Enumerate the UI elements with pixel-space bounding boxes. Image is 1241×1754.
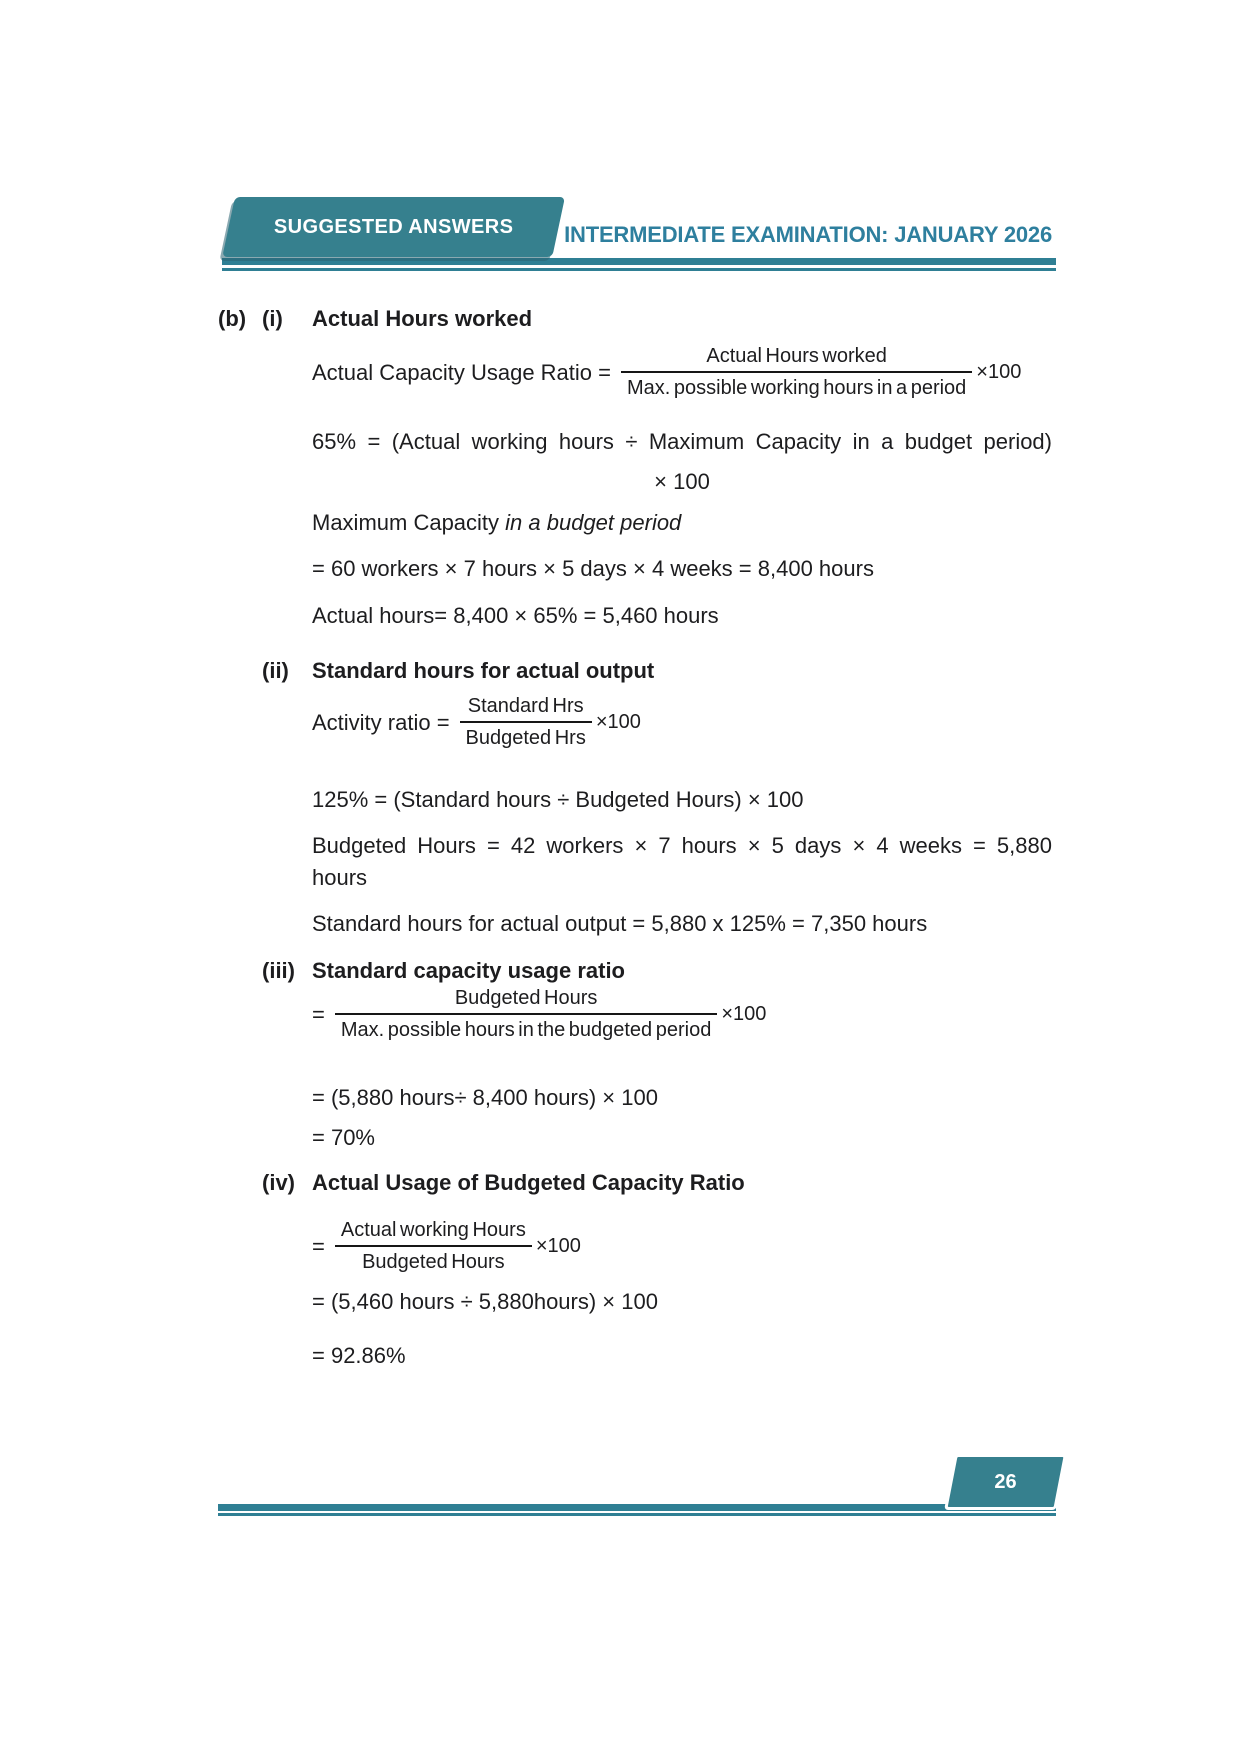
section1-heading-row xyxy=(218,306,532,332)
line-budgeted-hours-2: hours xyxy=(312,865,368,890)
header-rule-thick xyxy=(222,258,1056,265)
line-125-percent: 125% = (Standard hours ÷ Budgeted Hours) × 100 xyxy=(312,787,804,812)
fraction-denominator: Max. possible hours in the budgeted period xyxy=(335,1013,717,1043)
line-actual-hours: Actual hours= 8,400 × 65% = 5,460 hours xyxy=(312,603,719,628)
header-banner-label: SUGGESTED ANSWERS xyxy=(273,215,514,238)
formula-multiplier: ×100 xyxy=(535,1235,581,1257)
fraction xyxy=(460,694,592,751)
fraction xyxy=(621,344,972,401)
fraction-numerator: Actual working Hours xyxy=(340,1219,526,1241)
fraction-numerator: Standard Hrs xyxy=(467,695,584,717)
section1-heading: Actual Hours worked xyxy=(312,306,533,331)
line-section4-calc: = (5,460 hours ÷ 5,880hours) × 100 xyxy=(312,1289,658,1314)
section4-heading-row xyxy=(262,1170,745,1196)
line-section4-result: = 92.86% xyxy=(312,1343,406,1368)
line-65-continuation: × 100 xyxy=(654,469,710,494)
section2-number: (ii) xyxy=(262,658,289,683)
page-number-badge xyxy=(944,1454,1067,1510)
fraction-denominator: Budgeted Hours xyxy=(335,1245,532,1275)
line-budgeted-hours-1: Budgeted Hours = 42 workers × 7 hours × 5 days × 4 weeks = 5,880 xyxy=(312,833,1052,858)
section3-formula xyxy=(312,986,766,1043)
section2-heading-row xyxy=(262,658,654,684)
fraction-numerator: Budgeted Hours xyxy=(454,987,598,1009)
formula-multiplier: ×100 xyxy=(721,1003,767,1025)
section1-formula xyxy=(312,344,1021,401)
line-65-percent: 65% = (Actual working hours ÷ Maximum Capacity in a budget period) xyxy=(312,429,1052,454)
section4-formula xyxy=(312,1218,581,1275)
formula-multiplier: ×100 xyxy=(976,361,1022,383)
fraction xyxy=(335,986,717,1043)
part-label: (b) xyxy=(218,306,247,331)
footer-rule-thick xyxy=(218,1504,1056,1511)
header-banner xyxy=(222,197,565,257)
fraction-denominator: Max. possible working hours in a period xyxy=(621,371,972,401)
page-number: 26 xyxy=(994,1470,1017,1493)
section2-heading: Standard hours for actual output xyxy=(312,658,655,683)
section2-formula xyxy=(312,694,641,751)
section4-heading: Actual Usage of Budgeted Capacity Ratio xyxy=(312,1170,745,1195)
section3-number: (iii) xyxy=(262,958,295,983)
header-rule-thin xyxy=(222,268,1056,271)
formula-lhs: Activity ratio = xyxy=(312,709,450,735)
line-max-capacity-calc: = 60 workers × 7 hours × 5 days × 4 weeks = 8,400 hours xyxy=(312,556,874,581)
page-title: INTERMEDIATE EXAMINATION: JANUARY 2026 xyxy=(564,222,1052,247)
formula-lhs: = xyxy=(312,1001,325,1027)
max-capacity-italic: in a budget period xyxy=(505,510,682,535)
line-section3-result: = 70% xyxy=(312,1125,375,1150)
formula-lhs: = xyxy=(312,1233,325,1259)
section3-heading: Standard capacity usage ratio xyxy=(312,958,625,983)
fraction xyxy=(335,1218,532,1275)
fraction-numerator: Actual Hours worked xyxy=(706,345,887,367)
line-section3-calc: = (5,880 hours÷ 8,400 hours) × 100 xyxy=(312,1085,658,1110)
formula-multiplier: ×100 xyxy=(595,711,641,733)
max-capacity-text: Maximum Capacity xyxy=(312,510,506,535)
formula-lhs: Actual Capacity Usage Ratio = xyxy=(312,359,611,385)
line-max-capacity xyxy=(312,507,1052,539)
footer-rule-thin xyxy=(218,1513,1056,1516)
section4-number: (iv) xyxy=(262,1170,295,1195)
section3-heading-row xyxy=(262,958,625,984)
line-standard-hours: Standard hours for actual output = 5,880 x 125% = 7,350 hours xyxy=(312,911,928,936)
fraction-denominator: Budgeted Hrs xyxy=(460,721,592,751)
section1-number: (i) xyxy=(262,306,283,331)
